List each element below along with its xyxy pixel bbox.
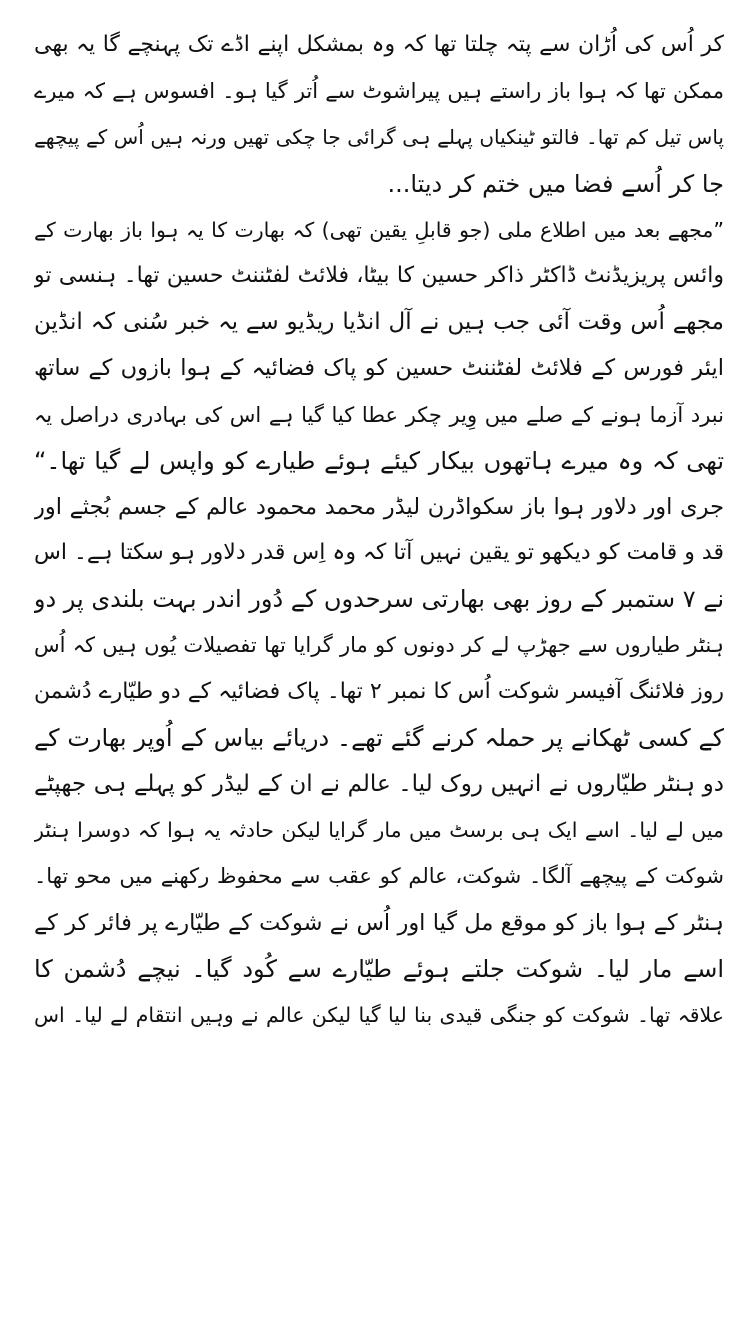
text-line: جا کر اُسے فضا میں ختم کر دیتا... (387, 169, 724, 198)
text-line: اسے مار لیا۔ شوکت جلتے ہوئے طیّارے سے کُود گیا۔ نیچے دُشمن کا (34, 954, 724, 983)
text-line: دو ہنٹر طیّاروں نے انہیں روک لیا۔ عالم نے ان کے لیڈر کو پہلے ہی جھپٹے (34, 771, 724, 797)
text-line: وائس پریزیڈنٹ ڈاکٹر ذاکر حسین کا بیٹا، فلائٹ لفٹننٹ حسین تھا۔ ہنسی تو (34, 262, 724, 288)
text-line: جری اور دلاور ہوا باز سکواڈرن لیڈر محمد محمود عالم کے جسم بُجثے اور (34, 493, 724, 520)
text-line: قد و قامت کو دیکھو تو یقین نہیں آتا کہ وہ اِس قدر دلاور ہو سکتا ہے۔ اس (34, 540, 724, 566)
paragraph-aircraft-escape (34, 22, 724, 207)
text-line: تھی کہ وہ میرے ہاتھوں بیکار کیئے ہوئے طیارے کو واپس لے گیا تھا۔“ (34, 446, 724, 475)
paragraph-mm-alam (34, 484, 724, 1038)
text-line: شوکت کے پیچھے آلگا۔ شوکت، عالم کو عقب سے محفوظ رکھنے میں محو تھا۔ (34, 864, 724, 889)
text-line: مجھے اُس وقت آئی جب ہیں نے آل انڈیا ریڈیو سے یہ خبر سُنی کہ انڈین (34, 309, 724, 336)
text-line: علاقہ تھا۔ شوکت کو جنگی قیدی بنا لیا گیا لیکن عالم نے وہیں انتقام لے لیا۔ اس (34, 1002, 724, 1027)
text-line: ہنٹر طیاروں سے جھڑپ لے کر دونوں کو مار گرایا تھا تفصیلات یُوں ہیں کہ اُس (34, 633, 724, 658)
text-line: ممکن تھا کہ ہوا باز راستے ہیں پیراشوٹ سے اُتر گیا ہو۔ افسوس ہے کہ میرے (34, 79, 724, 104)
paragraph-vir-chakra (34, 207, 724, 484)
text-line: نبرد آزما ہونے کے صلے میں وِیر چکر عطا کیا گیا ہے اس کی بہادری دراصل یہ (34, 402, 724, 427)
text-line: کے کسی ٹھکانے پر حملہ کرنے گئے تھے۔ دریائے بیاس کے اُوپر بھارت کے (34, 723, 724, 752)
text-line: ایئر فورس کے فلائٹ لفٹننٹ حسین کو پاک فضائیہ کے ہوا بازوں کے ساتھ (34, 355, 724, 382)
text-line: روز فلائنگ آفیسر شوکت اُس کا نمبر ۲ تھا۔ پاک فضائیہ کے دو طیّارے دُشمن (34, 678, 724, 704)
text-line: نے ۷ ستمبر کے روز بھی بھارتی سرحدوں کے دُور اندر بہت بلندی پر دو (34, 585, 724, 614)
text-line: ”مجھے بعد میں اطلاع ملی (جو قابلِ یقین تھی) کہ بھارت کا یہ ہوا باز بھارت کے (34, 217, 724, 242)
text-line: کر اُس کی اُڑان سے پتہ چلتا تھا کہ وہ بمشکل اپنے اڈے تک پہنچے گا یہ بھی (34, 32, 724, 57)
text-line: میں لے لیا۔ اسے ایک ہی برسٹ میں مار گرایا لیکن حادثہ یہ ہوا کہ دوسرا ہنٹر (34, 818, 724, 843)
text-line: ہنٹر کے ہوا باز کو موقع مل گیا اور اُس نے شوکت کے طیّارے پر فائر کر کے (34, 909, 724, 936)
text-line: پاس تیل کم تھا۔ فالتو ٹینکیاں پہلے ہی گرائی جا چکی تھیں ورنہ ہیں اُس کے پیچھے (34, 125, 724, 150)
